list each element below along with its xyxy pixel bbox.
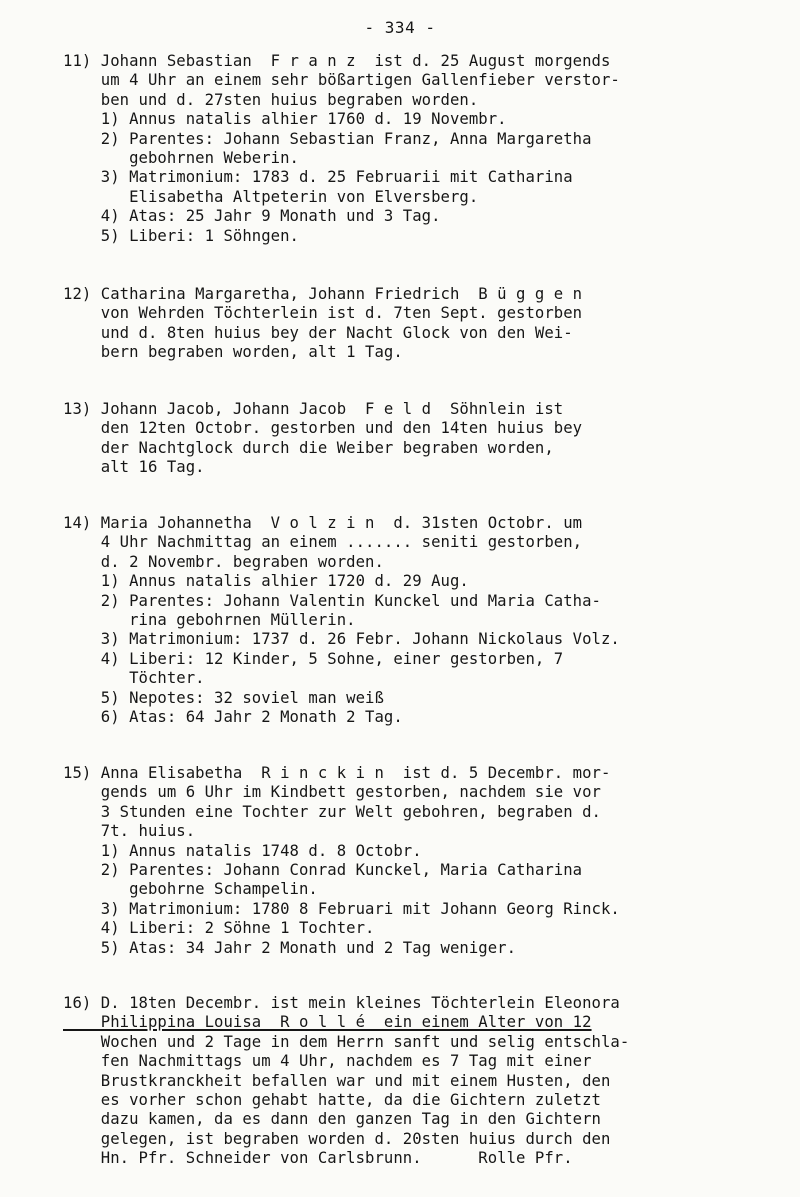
entry-12 — [63, 285, 783, 363]
entry-line: 15) Anna Elisabetha R i n c k i n ist d. 5 Decembr. mor- — [63, 764, 611, 782]
entry-line: bern begraben worden, alt 1 Tag. — [63, 343, 403, 362]
entry-line: 2) Parentes: Johann Conrad Kunckel, Maria Catharina — [63, 860, 583, 879]
entry-line: Töchter. — [63, 669, 205, 688]
entry-line: gebohrne Schampelin. — [63, 880, 318, 899]
entry-line: 5) Liberi: 1 Söhngen. — [63, 226, 299, 245]
entry-line: von Wehrden Töchterlein ist d. 7ten Sept. gestorben — [63, 304, 583, 323]
entry-line: 7t. huius. — [63, 822, 196, 841]
entry-line: gends um 6 Uhr im Kindbett gestorben, nachdem sie vor — [63, 783, 601, 802]
entry-line: 5) Nepotes: 32 soviel man weiß — [63, 688, 384, 707]
entry-line: Brustkranckheit befallen war und mit einem Husten, den — [63, 1071, 611, 1090]
entry-line: 3) Matrimonium: 1780 8 Februari mit Johann Georg Rinck. — [63, 899, 620, 918]
entry-line: 16) D. 18ten Decembr. ist mein kleines Töchterlein Eleonora — [63, 994, 620, 1012]
entry-line: 1) Annus natalis alhier 1720 d. 29 Aug. — [63, 572, 469, 591]
entry-line: alt 16 Tag. — [63, 458, 205, 477]
entry-line: 2) Parentes: Johann Valentin Kunckel und Maria Catha- — [63, 591, 601, 610]
entry-15 — [63, 764, 783, 958]
entry-line: Hn. Pfr. Schneider von Carlsbrunn. Rolle Pfr. — [63, 1149, 573, 1168]
entry-line: Elisabetha Altpeterin von Elversberg. — [63, 187, 479, 206]
entry-line: 3 Stunden eine Tochter zur Welt gebohren, begraben d. — [63, 802, 601, 821]
entry-line: rina gebohrnen Müllerin. — [63, 610, 356, 629]
entry-line: gebohrnen Weberin. — [63, 148, 299, 167]
entry-line: 6) Atas: 64 Jahr 2 Monath 2 Tag. — [63, 707, 403, 726]
entry-line: 2) Parentes: Johann Sebastian Franz, Anna Margaretha — [63, 129, 592, 148]
entry-line: der Nachtglock durch die Weiber begraben worden, — [63, 438, 554, 457]
entry-line: es vorher schon gehabt hatte, da die Gichtern zuletzt — [63, 1090, 601, 1109]
entry-line: ben und d. 27sten huius begraben worden. — [63, 90, 479, 109]
entry-line: Wochen und 2 Tage in dem Herrn sanft und selig entschla- — [63, 1032, 630, 1051]
entry-line: d. 2 Novembr. begraben worden. — [63, 552, 384, 571]
page-number: - 334 - — [364, 18, 436, 37]
entry-line: 3) Matrimonium: 1737 d. 26 Febr. Johann Nickolaus Volz. — [63, 630, 620, 649]
entry-line: dazu kamen, da es dann den ganzen Tag in den Gichtern — [63, 1110, 601, 1129]
entry-line: 5) Atas: 34 Jahr 2 Monath und 2 Tag weniger. — [63, 938, 517, 957]
entry-line: 1) Annus natalis 1748 d. 8 Octobr. — [63, 841, 422, 860]
entry-line: um 4 Uhr an einem sehr bößartigen Gallenfieber verstor- — [63, 71, 620, 90]
entry-line: 11) Johann Sebastian F r a n z ist d. 25 August morgends — [63, 52, 611, 70]
entry-line: 1) Annus natalis alhier 1760 d. 19 Novembr. — [63, 110, 507, 129]
entry-line: 4) Liberi: 2 Söhne 1 Tochter. — [63, 919, 375, 938]
entry-line: gelegen, ist begraben worden d. 20sten huius durch den — [63, 1129, 611, 1148]
entry-line: 12) Catharina Margaretha, Johann Friedrich B ü g g e n — [63, 285, 583, 303]
entry-line: 4 Uhr Nachmittag an einem ....... seniti gestorben, — [63, 533, 583, 552]
entry-line: und d. 8ten huius bey der Nacht Glock von den Wei- — [63, 323, 573, 342]
entry-line: 13) Johann Jacob, Johann Jacob F e l d Söhnlein ist — [63, 400, 564, 418]
entry-line: 4) Atas: 25 Jahr 9 Monath und 3 Tag. — [63, 207, 441, 226]
entry-16 — [63, 994, 783, 1169]
entry-11 — [63, 52, 783, 246]
entry-line: 14) Maria Johannetha V o l z i n d. 31sten Octobr. um — [63, 514, 583, 532]
entry-line: 3) Matrimonium: 1783 d. 25 Februarii mit Catharina — [63, 168, 573, 187]
entry-line: Philippina Louisa R o l l é ein einem Alter von 12 — [63, 1013, 592, 1032]
entry-13 — [63, 400, 783, 478]
entry-line: den 12ten Octobr. gestorben und den 14ten huius bey — [63, 419, 583, 438]
entry-14 — [63, 514, 783, 727]
entry-line: fen Nachmittags um 4 Uhr, nachdem es 7 Tag mit einer — [63, 1052, 592, 1071]
entry-line: 4) Liberi: 12 Kinder, 5 Sohne, einer gestorben, 7 — [63, 649, 564, 668]
